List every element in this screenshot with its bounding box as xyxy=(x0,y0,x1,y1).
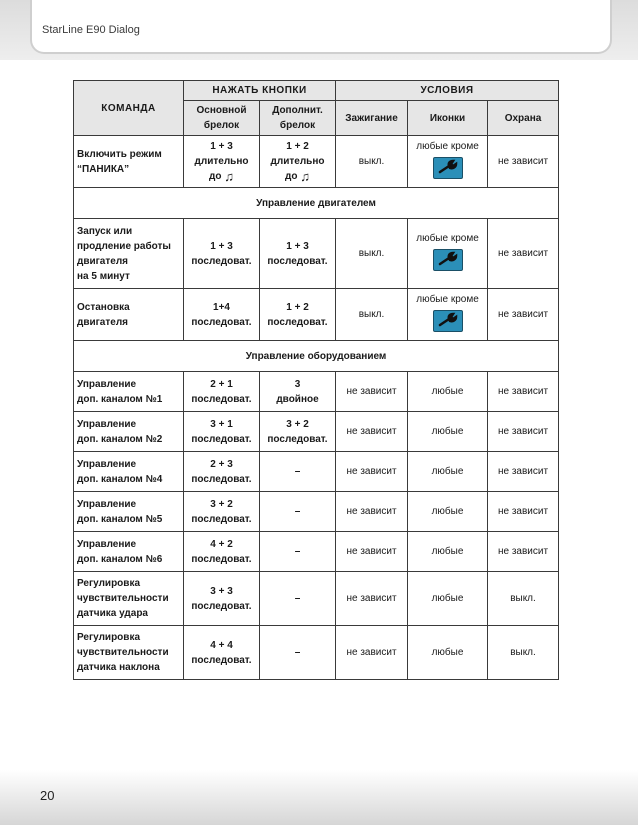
main-fob-cell xyxy=(184,532,260,572)
col-main-fob-header xyxy=(184,101,260,136)
table-row xyxy=(74,372,559,412)
security-cell: не зависит xyxy=(488,532,559,572)
section-engine: Управление двигателем xyxy=(74,188,559,219)
ignition-cell: не зависит xyxy=(336,372,408,412)
button-mode: последоват. xyxy=(191,654,252,666)
table-row xyxy=(74,626,559,680)
button-mode: длительно xyxy=(270,156,325,167)
command-cell xyxy=(74,452,184,492)
button-mode: последоват. xyxy=(191,255,252,267)
command-text: двигателя xyxy=(77,255,129,267)
button-combo: 3 xyxy=(294,378,301,390)
button-mode: последоват. xyxy=(267,316,328,328)
table-row xyxy=(74,136,559,188)
button-combo: 4 + 4 xyxy=(210,639,233,651)
button-mode: до xyxy=(285,171,298,182)
button-combo: 2 + 1 xyxy=(210,378,233,390)
icons-cell: любые xyxy=(408,412,488,452)
button-combo: 1 + 3 xyxy=(286,240,309,252)
command-text: Регулировка xyxy=(77,632,141,643)
wrench-icon xyxy=(433,310,463,332)
security-cell: не зависит xyxy=(488,219,559,289)
ignition-cell: выкл. xyxy=(336,136,408,188)
main-fob-cell xyxy=(184,452,260,492)
security-cell: выкл. xyxy=(488,572,559,626)
icons-text: любые кроме xyxy=(416,294,479,305)
extra-fob-cell xyxy=(260,412,336,452)
main-fob-cell xyxy=(184,572,260,626)
command-text: доп. каналом №1 xyxy=(77,393,163,405)
button-mode: последоват. xyxy=(267,255,328,267)
command-text: доп. каналом №2 xyxy=(77,433,163,445)
command-text: Остановка xyxy=(77,301,130,313)
command-text: Управление xyxy=(77,538,137,550)
button-combo: 1 + 3 xyxy=(210,240,233,252)
command-text: “ПАНИКА” xyxy=(77,163,130,175)
extra-fob-cell xyxy=(260,289,336,341)
main-fob-cell xyxy=(184,219,260,289)
main-fob-cell xyxy=(184,136,260,188)
col-security-header: Охрана xyxy=(488,101,559,136)
col-ignition-header: Зажигание xyxy=(336,101,408,136)
button-combo: 3 + 3 xyxy=(210,585,233,597)
table-row xyxy=(74,532,559,572)
button-combo: 1 + 2 xyxy=(286,301,309,313)
col-icons-header: Иконки xyxy=(408,101,488,136)
section-equipment: Управление оборудованием xyxy=(74,341,559,372)
button-combo: 2 + 3 xyxy=(210,458,233,470)
ignition-cell: не зависит xyxy=(336,492,408,532)
security-cell: не зависит xyxy=(488,412,559,452)
button-mode: длительно xyxy=(194,156,249,167)
extra-fob-cell xyxy=(260,372,336,412)
command-text: датчика наклона xyxy=(77,662,160,673)
ignition-cell: не зависит xyxy=(336,452,408,492)
icons-cell: любые xyxy=(408,452,488,492)
col-command-header: КОМАНДА xyxy=(74,81,184,136)
command-text: доп. каналом №5 xyxy=(77,513,163,525)
table-row xyxy=(74,219,559,289)
security-cell: не зависит xyxy=(488,289,559,341)
security-cell: не зависит xyxy=(488,492,559,532)
command-text: на 5 минут xyxy=(77,270,130,282)
icons-cell: любые xyxy=(408,572,488,626)
command-cell xyxy=(74,626,184,680)
icons-text: любые кроме xyxy=(416,233,479,244)
button-mode: последоват. xyxy=(191,600,252,612)
command-cell xyxy=(74,412,184,452)
extra-fob-cell: – xyxy=(260,452,336,492)
wrench-icon xyxy=(433,157,463,179)
command-text: Регулировка xyxy=(77,578,141,589)
icons-text: любые кроме xyxy=(416,141,479,152)
music-note-icon: ♫ xyxy=(300,169,310,184)
col-press-header: НАЖАТЬ КНОПКИ xyxy=(184,81,336,101)
button-combo: 1 + 3 xyxy=(210,141,233,152)
icons-cell xyxy=(408,136,488,188)
security-cell: не зависит xyxy=(488,452,559,492)
button-combo: 4 + 2 xyxy=(210,538,233,550)
ignition-cell: не зависит xyxy=(336,572,408,626)
section-row xyxy=(74,188,559,219)
command-cell xyxy=(74,372,184,412)
command-text: Управление xyxy=(77,378,137,390)
table-row xyxy=(74,572,559,626)
wrench-icon xyxy=(433,249,463,271)
command-text: Управление xyxy=(77,458,137,470)
security-cell: не зависит xyxy=(488,136,559,188)
header-bar xyxy=(0,0,638,60)
button-mode: последоват. xyxy=(191,513,252,525)
main-fob-cell xyxy=(184,289,260,341)
button-mode: до xyxy=(209,171,222,182)
button-mode: последоват. xyxy=(191,433,252,445)
button-combo: 3 + 1 xyxy=(210,418,233,430)
command-text: Запуск или xyxy=(77,225,133,237)
main-fob-cell xyxy=(184,626,260,680)
table-header-row-1 xyxy=(74,81,559,101)
main-fob-cell xyxy=(184,372,260,412)
table-row xyxy=(74,452,559,492)
button-combo: 1+4 xyxy=(213,301,230,313)
icons-cell: любые xyxy=(408,492,488,532)
ignition-cell: не зависит xyxy=(336,412,408,452)
command-text: двигателя xyxy=(77,316,129,328)
command-text: датчика удара xyxy=(77,608,148,619)
security-cell: выкл. xyxy=(488,626,559,680)
command-text: продление работы xyxy=(77,240,171,252)
command-cell xyxy=(74,219,184,289)
button-mode: последоват. xyxy=(191,393,252,405)
footer-bar xyxy=(0,770,638,825)
button-mode: последоват. xyxy=(191,553,252,565)
table-row xyxy=(74,412,559,452)
ignition-cell: выкл. xyxy=(336,289,408,341)
command-text: Управление xyxy=(77,418,137,430)
header-title: StarLine E90 Dialog xyxy=(42,24,140,36)
icons-cell xyxy=(408,289,488,341)
main-fob-cell xyxy=(184,492,260,532)
extra-fob-label-1: Дополнит. xyxy=(272,105,323,116)
button-combo: 1 + 2 xyxy=(286,141,309,152)
command-cell xyxy=(74,572,184,626)
main-fob-cell xyxy=(184,412,260,452)
button-combo: 3 + 2 xyxy=(286,418,309,430)
header-panel xyxy=(30,0,612,54)
command-text: Управление xyxy=(77,498,137,510)
extra-fob-cell: – xyxy=(260,626,336,680)
button-mode: последоват. xyxy=(191,316,252,328)
icons-cell: любые xyxy=(408,532,488,572)
command-text: доп. каналом №6 xyxy=(77,553,163,565)
table-row xyxy=(74,492,559,532)
icons-cell: любые xyxy=(408,372,488,412)
command-text: чувствительности xyxy=(77,647,169,658)
col-extra-fob-header xyxy=(260,101,336,136)
security-cell: не зависит xyxy=(488,372,559,412)
ignition-cell: не зависит xyxy=(336,626,408,680)
extra-fob-cell xyxy=(260,219,336,289)
main-fob-label-2: брелок xyxy=(203,120,240,131)
button-mode: двойное xyxy=(276,393,319,405)
icons-cell xyxy=(408,219,488,289)
page-number: 20 xyxy=(40,788,55,803)
icons-cell: любые xyxy=(408,626,488,680)
command-cell xyxy=(74,289,184,341)
extra-fob-cell xyxy=(260,136,336,188)
table-row xyxy=(74,289,559,341)
button-combo: 3 + 2 xyxy=(210,498,233,510)
ignition-cell: не зависит xyxy=(336,532,408,572)
command-cell xyxy=(74,492,184,532)
command-cell xyxy=(74,136,184,188)
button-mode: последоват. xyxy=(191,473,252,485)
main-fob-label-1: Основной xyxy=(196,105,247,116)
extra-fob-cell: – xyxy=(260,572,336,626)
command-text: чувствительности xyxy=(77,593,169,604)
command-table xyxy=(73,80,559,680)
command-text: Включить режим xyxy=(77,148,162,160)
extra-fob-cell: – xyxy=(260,492,336,532)
command-text: доп. каналом №4 xyxy=(77,473,163,485)
music-note-icon: ♫ xyxy=(224,169,234,184)
ignition-cell: выкл. xyxy=(336,219,408,289)
command-cell xyxy=(74,532,184,572)
extra-fob-cell: – xyxy=(260,532,336,572)
col-conditions-header: УСЛОВИЯ xyxy=(336,81,559,101)
section-row xyxy=(74,341,559,372)
extra-fob-label-2: брелок xyxy=(279,120,316,131)
button-mode: последоват. xyxy=(267,433,328,445)
